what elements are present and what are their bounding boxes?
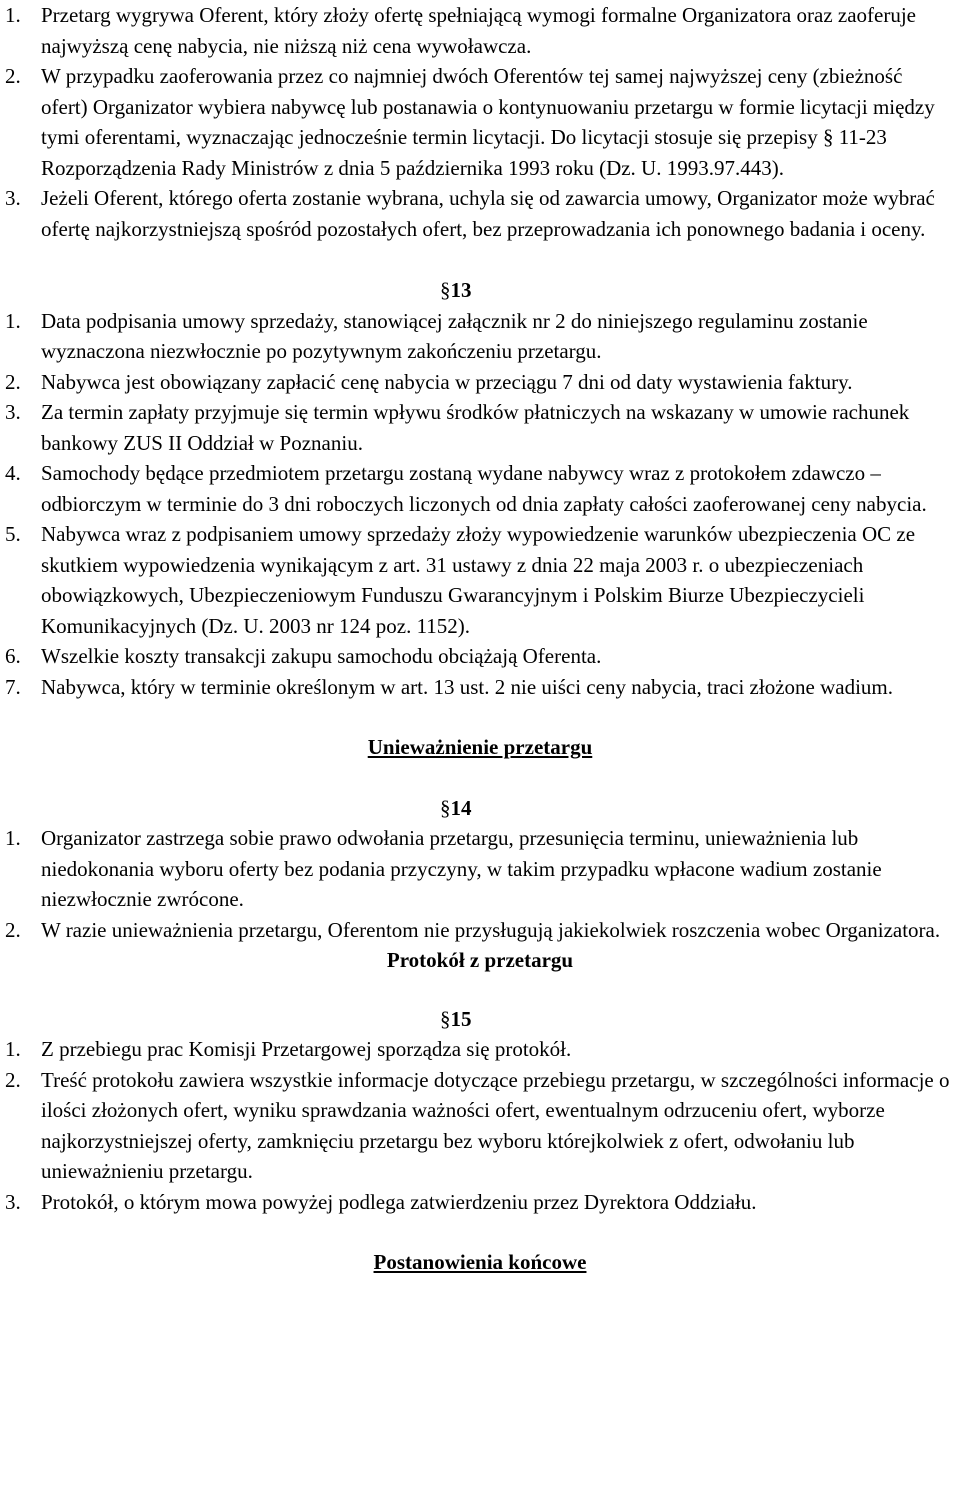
item-text: Wszelkie koszty transakcji zakupu samochodu obciążają Oferenta. <box>41 644 602 668</box>
section-sign: § <box>440 795 451 820</box>
section-sign: § <box>440 1006 451 1031</box>
item-text: W przypadku zaoferowania przez co najmniej dwóch Oferentów tej samej najwyższej ceny (zbieżność ofert) Organizator wybiera nabywcę lub postanawia o kontynuowaniu przetargu w formie licytacji między tymi oferentami, wyznaczając jednocześnie termin licytacji. Do licytacji stosuje się przepisy § 11-23 Rozporządzenia Rady Ministrów z dnia 5 października 1993 roku (Dz. U. 1993.97.443). <box>41 64 935 180</box>
section-13-number <box>0 275 960 306</box>
heading-protokol: Protokół z przetargu <box>386 948 574 972</box>
item-number: 3. <box>5 186 21 210</box>
item-text: Przetarg wygrywa Oferent, który złoży ofertę spełniającą wymogi formalne Organizatora oraz zaoferuje najwyższą cenę nabycia, nie niższą niż cena wywoławcza. <box>41 3 916 58</box>
list-item <box>0 397 960 458</box>
list-item <box>0 367 960 398</box>
heading-uniewaznienie: Unieważnienie przetargu <box>367 735 593 759</box>
item-text: Nabywca, który w terminie określonym w art. 13 ust. 2 nie uiści ceny nabycia, traci złożone wadium. <box>41 674 893 699</box>
list-item <box>0 458 960 519</box>
item-number: 7. <box>5 674 21 699</box>
item-number: 1. <box>5 826 21 850</box>
item-text: Data podpisania umowy sprzedaży, stanowiącej załącznik nr 2 do niniejszego regulaminu zostanie wyznaczona niezwłocznie po pozytywnym zakończeniu przetargu. <box>41 308 868 363</box>
item-number: 6. <box>5 644 21 668</box>
list-item <box>0 183 960 244</box>
item-number: 2. <box>5 917 21 942</box>
item-text: Za termin zapłaty przyjmuje się termin wpływu środków płatniczych na wskazany w umowie rachunek bankowy ZUS II Oddział w Poznaniu. <box>41 400 910 455</box>
item-text: Jeżeli Oferent, którego oferta zostanie wybrana, uchyla się od zawarcia umowy, Organizator może wybrać ofertę najkorzystniejszą spośród pozostałych ofert, bez przeprowadzania ich ponownego badania i oceny. <box>41 186 935 241</box>
list-item <box>0 1034 960 1065</box>
list-item <box>0 0 960 61</box>
list-item <box>0 641 960 672</box>
item-number: 1. <box>5 308 21 333</box>
item-number: 3. <box>5 400 21 424</box>
item-text: Z przebiegu prac Komisji Przetargowej sporządza się protokół. <box>41 1037 572 1061</box>
item-number: 5. <box>5 522 21 546</box>
item-text: Samochody będące przedmiotem przetargu zostaną wydane nabywcy wraz z protokołem zdawczo – odbiorczym w terminie do 3 dni roboczych liczonych od dnia zapłaty całości zaoferowanej ceny nabycia. <box>41 461 927 516</box>
heading-postanowienia: Postanowienia końcowe <box>373 1250 587 1274</box>
section-number: 15 <box>450 1006 472 1031</box>
section-14-list <box>0 823 960 945</box>
item-text: Protokół, o którym mowa powyżej podlega zatwierdzeniu przez Dyrektora Oddziału. <box>41 1189 757 1214</box>
list-item <box>0 306 960 367</box>
section-sign: § <box>440 278 451 302</box>
list-item <box>0 823 960 915</box>
item-text: Treść protokołu zawiera wszystkie informacje dotyczące przebiegu przetargu, w szczególności informacje o ilości złożonych ofert, wyniku sprawdzania ważności ofert, ewentualnym odrzuceniu ofert, wyborze najkorzystniejszej oferty, zamknięciu przetargu bez wyboru którejkolwiek z ofert, odwołaniu lub unieważnieniu przetargu. <box>41 1067 950 1183</box>
item-number: 4. <box>5 461 21 485</box>
list-item <box>0 672 960 703</box>
list-item <box>0 1187 960 1218</box>
list-item <box>0 61 960 183</box>
item-number: 1. <box>5 3 21 27</box>
item-text: Organizator zastrzega sobie prawo odwołania przetargu, przesunięcia terminu, unieważnienia lub niedokonania wyboru oferty bez podania przyczyny, w takim przypadku wpłacone wadium zostanie niezwłocznie zwrócone. <box>41 826 882 911</box>
list-item <box>0 1065 960 1187</box>
item-text: Nabywca jest obowiązany zapłacić cenę nabycia w przeciągu 7 dni od daty wystawienia faktury. <box>41 369 853 394</box>
item-number: 2. <box>5 1067 21 1092</box>
item-text: Nabywca wraz z podpisaniem umowy sprzedaży złoży wypowiedzenie warunków ubezpieczenia OC ze skutkiem wypowiedzenia wynikającym z art. 31 ustawy z dnia 22 maja 2003 r. o ubezpieczeniach obowiązkowych, Ubezpieczeniowym Funduszu Gwarancyjnym i Polskim Biurze Ubezpieczycieli Komunikacyjnych (Dz. U. 2003 nr 124 poz. 1152). <box>41 522 916 638</box>
section-number: 14 <box>450 795 472 820</box>
item-number: 2. <box>5 64 21 88</box>
item-number: 3. <box>5 1189 21 1214</box>
item-number: 1. <box>5 1037 21 1061</box>
section-13-list <box>0 306 960 703</box>
list-item <box>0 915 960 946</box>
item-number: 2. <box>5 369 21 394</box>
section-15-list <box>0 1034 960 1217</box>
item-text: W razie unieważnienia przetargu, Oferentom nie przysługują jakiekolwiek roszczenia wobec Organizatora. <box>41 917 941 942</box>
section-number: 13 <box>450 278 472 302</box>
list-item <box>0 519 960 641</box>
section-15-number <box>0 1004 960 1035</box>
section-12-list <box>0 0 960 244</box>
section-14-number <box>0 793 960 824</box>
